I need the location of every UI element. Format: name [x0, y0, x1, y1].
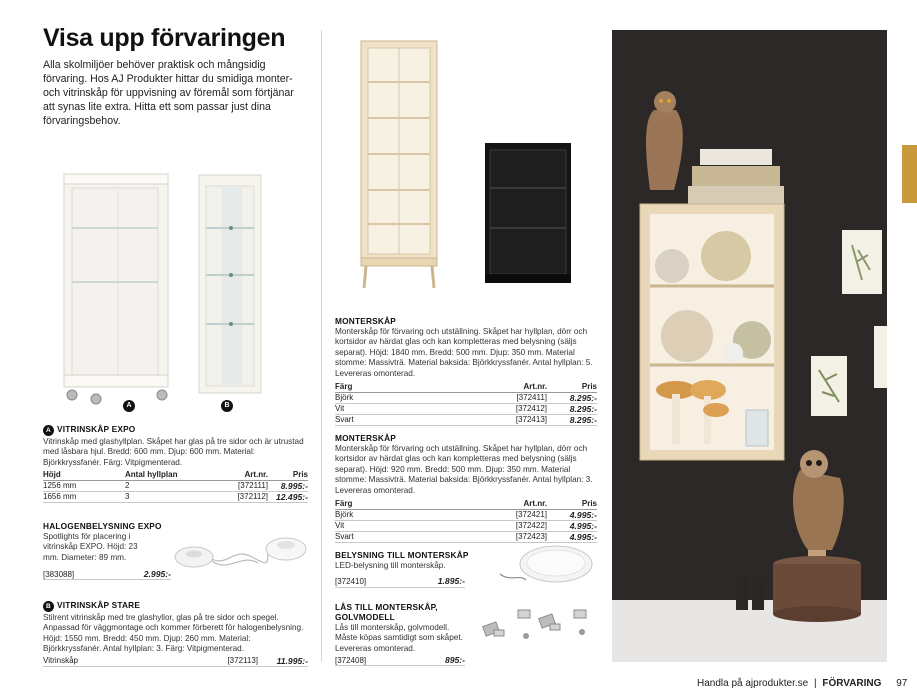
product-halogen: [43, 521, 173, 580]
spec-table: [335, 655, 465, 666]
product-belysning: [335, 550, 467, 588]
product-vitrin-stare: [43, 600, 308, 667]
product-las: [335, 602, 467, 666]
table-row: Svart [372423] 4.995:-: [335, 531, 597, 542]
product-description: Monterskåp för förvaring och utställning. Skåpet har hyllplan, dörr och kortsidor av härdat glas och kan kompletteras med belysning (säljs separat). Höjd: 1840 mm. Bredd: 500 mm. Djup: 350 mm. Material stomme: Massivträ. Material baksida: Björkkryssfanér. Antal hyllplan: 5. Levereras omonterad.: [335, 327, 593, 378]
footer-separator: |: [813, 678, 817, 689]
product-title: HALOGENBELYSNING EXPO: [43, 521, 162, 531]
page-footer: [697, 678, 907, 689]
product-description: Monterskåp för förvaring och utställning. Skåpet har hyllplan, dörr och kortsidor av härdat glas och kan kompletteras med belysning (säljs separat). Höjd: 920 mm. Bredd: 500 mm. Djup: 350 mm. Material stomme: Massivträ. Material baksida: Björkkryssfanér. Antal hyllplan: 3. Levereras omonterad.: [335, 444, 593, 495]
intro-text: Alla skolmiljöer behöver praktisk och mångsidig förvaring. Hos AJ Produkter hittar du smidiga monter- och vitrinskåp för uppvisning av föremål som förtjänar att synas lite extra. Hitta ett som passar just dina förvaringsbehov.: [43, 59, 294, 127]
product-description: Spotlights för placering i vitrinskåp EXPO. Höjd: 23 mm. Diameter: 89 mm.: [43, 532, 138, 562]
table-row: Vitrinskåp [372113] 11.995:-: [43, 655, 308, 666]
spec-table: [43, 656, 308, 667]
table-row: Björk [372411] 8.295:-: [335, 392, 597, 403]
product-description: Stilrent vitrinskåp med tre glashyllor, glas på tre sidor och spegel. Anpassad för väggmontage och kommer förberett för halogenbelysning. Höjd: 1550 mm. Bredd: 450 mm. Djup: 260 mm. Material: Björkkryssfanér. Antal hyllplan: 3. Färg: Vitpigmenterad.: [43, 613, 304, 654]
showcase-photo: [612, 30, 887, 662]
spec-table: [335, 576, 465, 587]
product-title: LÅS TILL MONTERSKÅP, GOLVMODELL: [335, 602, 438, 622]
footer-section: FÖRVARING: [822, 678, 882, 689]
table-row: 1656 mm 3 [372112] 12.495:-: [43, 491, 308, 502]
table-row: Svart [372413] 8.295:-: [335, 414, 597, 425]
page-title: Visa upp förvaringen: [43, 24, 286, 52]
table-row: [383088] 2.995:-: [43, 569, 171, 580]
product-title: BELYSNING TILL MONTERSKÅP: [335, 550, 469, 560]
product-description: Vitrinskåp med glashyllplan. Skåpet har glas på tre sidor och är utrustad med låsbara hjul. Bredd: 600 mm. Djup: 600 mm. Material: Björkkryssfanér. Färg: Vitpigmenterad.: [43, 437, 304, 467]
product-badge: A: [43, 425, 54, 436]
led-light-image: [496, 544, 596, 588]
product-title: B VITRINSKÅP STARE: [43, 600, 308, 612]
image-badge-b: B: [221, 400, 233, 412]
halogen-spotlights-image: [172, 533, 312, 581]
product-monter-tall: [335, 316, 597, 426]
section-tab-marker: [902, 145, 917, 203]
cabinet-stare-image: [196, 172, 266, 396]
product-title: MONTERSKÅP: [335, 433, 397, 443]
product-description: LED-belysning till monterskåp.: [335, 561, 446, 570]
table-row: [372408] 895:-: [335, 655, 465, 666]
monter-short-image: [482, 140, 574, 286]
monter-tall-image: [358, 38, 440, 292]
table-row: Björk [372421] 4.995:-: [335, 509, 597, 520]
product-badge: B: [43, 601, 54, 612]
product-title: MONTERSKÅP: [335, 316, 397, 326]
table-header-row: Färg Art.nr. Pris: [335, 498, 597, 508]
table-row: [372410] 1.895:-: [335, 576, 465, 587]
product-vitrin-expo: [43, 424, 308, 503]
lock-parts-image: [478, 602, 598, 658]
table-row: 1256 mm 2 [372111] 8.995:-: [43, 480, 308, 491]
product-monter-short: [335, 433, 597, 543]
table-row: Vit [372412] 8.295:-: [335, 403, 597, 414]
table-header-row: Färg Art.nr. Pris: [335, 381, 597, 391]
footer-site-link[interactable]: Handla på ajprodukter.se: [697, 678, 809, 689]
table-row: Vit [372422] 4.995:-: [335, 520, 597, 531]
table-header-row: Höjd Antal hyllplan Art.nr. Pris: [43, 469, 308, 479]
spec-table: [43, 569, 171, 580]
cabinet-expo-image: [58, 170, 174, 408]
spec-table: [335, 498, 597, 543]
spec-table: [43, 469, 308, 503]
image-badge-a: A: [123, 400, 135, 412]
product-title: A VITRINSKÅP EXPO: [43, 424, 308, 436]
spec-table: [335, 381, 597, 426]
page-number: 97: [896, 678, 908, 689]
product-description: Lås till monterskåp, golvmodell. Måste köpas samtidigt som skåpet. Levereras omonterad.: [335, 623, 463, 653]
column-divider: [321, 30, 322, 662]
